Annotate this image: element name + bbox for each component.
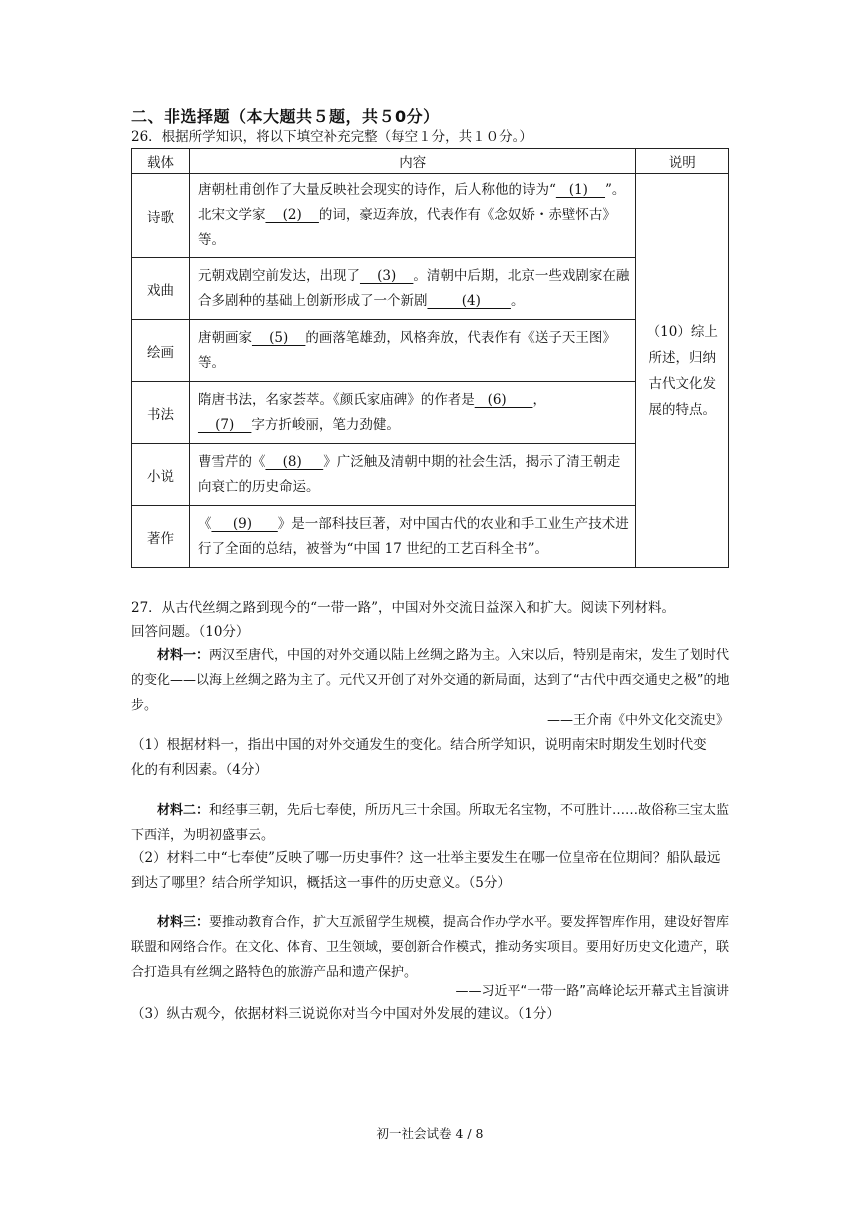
- answer-blank[interactable]: (8): [265, 453, 324, 470]
- table-row: [132, 174, 729, 258]
- q26-prompt: 26．根据所学知识，将以下填空补充完整（每空１分，共１０分。）: [131, 129, 533, 145]
- row-content: 元朝戏剧空前发达，出现了 (3) 。清朝中后期，北京一些戏剧家在融合多剧种的基础上创新形成了一个新剧 (4) 。: [189, 258, 636, 320]
- q26-table: [131, 148, 729, 568]
- row-carrier: 著作: [132, 506, 190, 568]
- header-carrier: 载体: [132, 149, 190, 174]
- material-2: [131, 798, 731, 848]
- row-carrier: 小说: [132, 444, 190, 506]
- question-1: （1）根据材料一，指出中国的对外交通发生的变化。结合所学知识，说明南宋时期发生划时代变化的有利因素。（4分）: [131, 737, 707, 778]
- header-content: 内容: [189, 149, 636, 174]
- material-3: [131, 910, 731, 985]
- material-3-text: 要推动教育合作，扩大互派留学生规模，提高合作办学水平。要发挥智库作用，建设好智库联盟和网络合作。在文化、体育、卫生领域，要创新合作模式，推动务实项目。要用好历史文化遗产，联合打造具有丝绸之路特色的旅游产品和遗产保护。: [131, 915, 730, 980]
- page-footer: 初一社会试卷 4 / 8: [376, 1126, 484, 1141]
- row-content: 曹雪芹的《 (8) 》广泛触及清朝中期的社会生活，揭示了清王朝走向衰亡的历史命运。: [189, 444, 636, 506]
- material-1-label: 材料一：: [157, 648, 210, 663]
- header-note: 说明: [636, 149, 729, 174]
- row-carrier: 诗歌: [132, 174, 190, 258]
- answer-blank[interactable]: (7): [197, 416, 252, 433]
- material-2-text: 和经事三朝，先后七奉使，所历凡三十余国。所取无名宝物，不可胜计……故俗称三宝太监下西洋，为明初盛事云。: [131, 803, 730, 843]
- question-2: （2）材料二中“七奉使”反映了哪一历史事件？这一壮举主要发生在哪一位皇帝在位期间？船队最远到达了哪里？结合所学知识，概括这一事件的历史意义。（5分）: [131, 850, 721, 891]
- material-1-text: 两汉至唐代，中国的对外交通以陆上丝绸之路为主。入宋以后，特别是南宋，发生了划时代的变化——以海上丝绸之路为主了。元代又开创了对外交通的新局面，达到了“古代中西交通史之极”的地步。: [131, 648, 730, 713]
- question-3: （3）纵古观今，依据材料三说说你对当今中国对外发展的建议。（1分）: [131, 1006, 560, 1022]
- table-header-row: [132, 149, 729, 174]
- row-content: 唐朝画家 (5) 的画落笔雄劲，风格奔放，代表作有《送子天王图》等。: [189, 320, 636, 382]
- note-cell: （10）综上所述，归纳古代文化发展的特点。: [636, 174, 729, 568]
- row-content: 《 (9) 》是一部科技巨著，对中国古代的农业和手工业生产技术进行了全面的总结，被誉为“中国 17 世纪的工艺百科全书”。: [189, 506, 636, 568]
- section-title: 二、非选择题（本大题共５题，共５0分）: [131, 107, 440, 126]
- answer-blank[interactable]: (9): [211, 515, 278, 532]
- q27-prompt-line1: 27．从古代丝绸之路到现今的“一带一路”，中国对外交流日益深入和扩大。阅读下列材料。: [131, 600, 675, 616]
- answer-blank[interactable]: (3): [359, 267, 414, 284]
- answer-blank[interactable]: (2): [265, 207, 319, 223]
- material-1-citation: ——王介南《中外文化交流史》: [546, 713, 729, 728]
- q27-prompt-line2: 回答问题。（10分）: [131, 624, 250, 640]
- material-2-label: 材料二：: [157, 803, 210, 818]
- material-3-label: 材料三：: [157, 915, 210, 930]
- row-content: 隋唐书法，名家荟萃。《颜氏家庙碑》的作者是 (6) ， (7) 字方折峻丽，笔力劲健。: [189, 382, 636, 444]
- material-1: [131, 643, 731, 718]
- row-content: 唐朝杜甫创作了大量反映社会现实的诗作，后人称他的诗为“ (1) ”。北宋文学家 (2) 的词，豪迈奔放，代表作有《念奴娇・赤壁怀古》等。: [189, 174, 636, 258]
- answer-blank[interactable]: (5): [251, 329, 306, 346]
- answer-blank[interactable]: (4): [427, 292, 511, 309]
- material-3-citation: ——习近平“一带一路”高峰论坛开幕式主旨演讲: [455, 984, 729, 999]
- answer-blank[interactable]: (1): [555, 182, 606, 198]
- answer-blank[interactable]: (6): [474, 391, 533, 408]
- row-carrier: 绘画: [132, 320, 190, 382]
- row-carrier: 书法: [132, 382, 190, 444]
- row-carrier: 戏曲: [132, 258, 190, 320]
